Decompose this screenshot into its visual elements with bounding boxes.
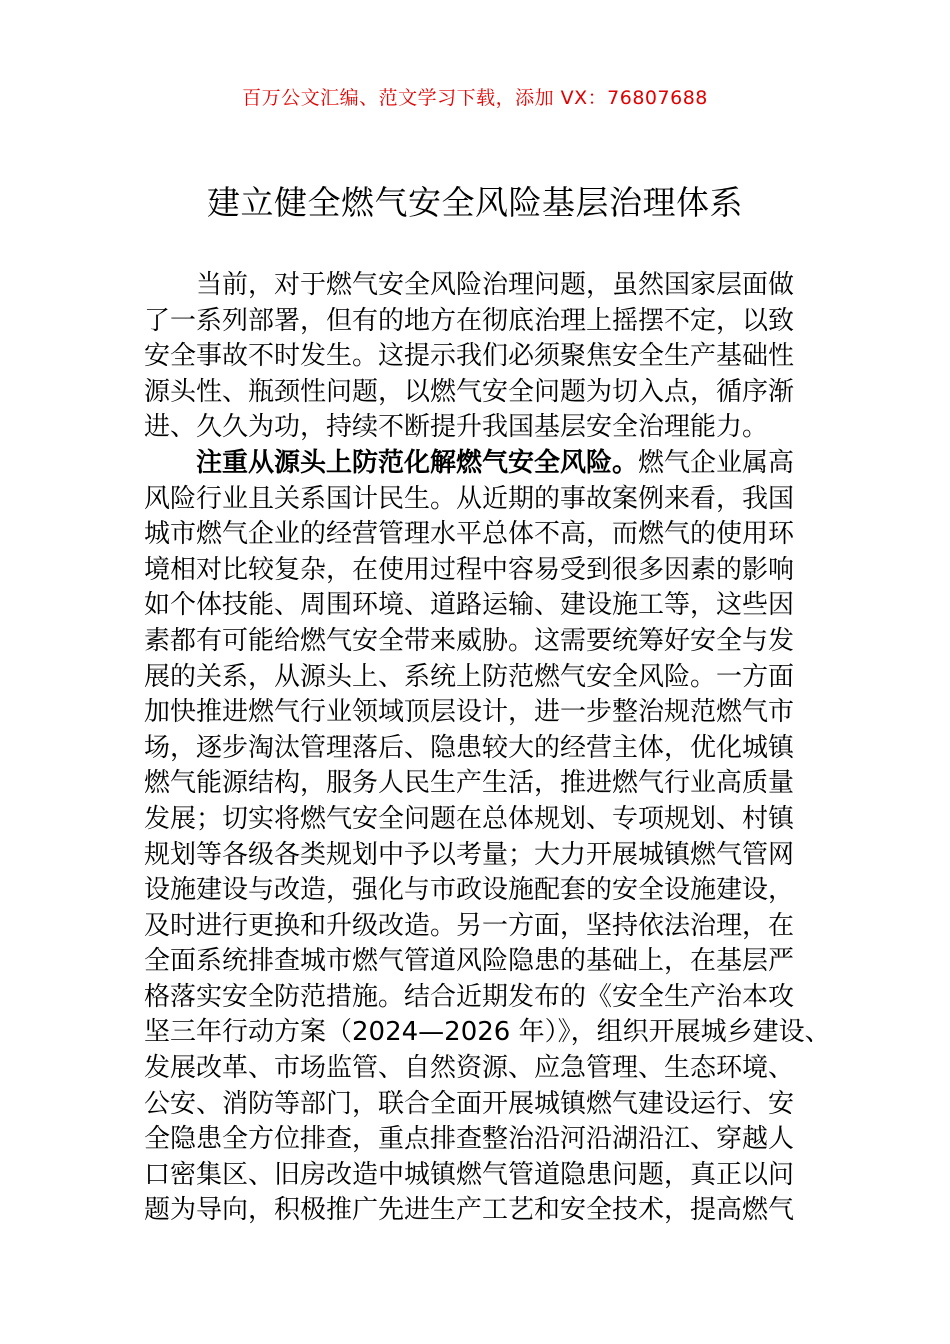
text-line: 全隐患全方位排查，重点排查整治沿河沿湖沿江、穿越人 xyxy=(144,1124,795,1155)
text-line: 发展改革、市场监管、自然资源、应急管理、生态环境、 xyxy=(144,1053,795,1084)
section-heading: 注重从源头上防范化解燃气安全风险。 xyxy=(196,447,639,478)
text-line: 如个体技能、周围环境、道路运输、建设施工等，这些因 xyxy=(144,590,795,621)
text-line: 风险行业且关系国计民生。从近期的事故案例来看，我国 xyxy=(144,483,795,514)
text-line: 境相对比较复杂，在使用过程中容易受到很多因素的影响 xyxy=(144,554,795,585)
text-line: 进、久久为功，持续不断提升我国基层安全治理能力。 xyxy=(144,412,769,443)
text-line: 及时进行更换和升级改造。另一方面，坚持依法治理，在 xyxy=(144,910,795,941)
text-line: 城市燃气企业的经营管理水平总体不高，而燃气的使用环 xyxy=(144,519,795,550)
text-line: 了一系列部署，但有的地方在彻底治理上摇摆不定，以致 xyxy=(144,305,795,336)
text-line: 题为导向，积极推广先进生产工艺和安全技术，提高燃气 xyxy=(144,1195,795,1226)
text-line: 全面系统排查城市燃气管道风险隐患的基础上，在基层严 xyxy=(144,946,795,977)
paragraph-intro xyxy=(144,268,834,446)
text-line: 展的关系，从源头上、系统上防范燃气安全风险。一方面 xyxy=(144,661,795,692)
section-lead-text: 燃气企业属高 xyxy=(638,447,795,478)
document-title: 建立健全燃气安全风险基层治理体系 xyxy=(207,183,743,222)
text-line: 加快推进燃气行业领域顶层设计，进一步整治规范燃气市 xyxy=(144,697,795,728)
text-line: 场，逐步淘汰管理落后、隐患较大的经营主体，优化城镇 xyxy=(144,732,795,763)
text-line: 当前，对于燃气安全风险治理问题，虽然国家层面做 xyxy=(196,270,795,300)
text-line: 规划等各级各类规划中予以考量；大力开展城镇燃气管网 xyxy=(144,839,795,870)
header-note: 百万公文汇编、范文学习下载，添加 VX：76807688 xyxy=(242,87,708,109)
text-line: 安全事故不时发生。这提示我们必须聚焦安全生产基础性 xyxy=(144,341,795,372)
document-body xyxy=(144,268,834,1229)
text-line: 素都有可能给燃气安全带来威胁。这需要统筹好安全与发 xyxy=(144,625,795,656)
text-line: 发展；切实将燃气安全问题在总体规划、专项规划、村镇 xyxy=(144,803,795,834)
text-line: 口密集区、旧房改造中城镇燃气管道隐患问题，真正以问 xyxy=(144,1159,795,1190)
text-line: 燃气能源结构，服务人民生产生活，推进燃气行业高质量 xyxy=(144,768,795,799)
paragraph-section-1 xyxy=(144,446,834,1229)
text-line: 设施建设与改造，强化与市政设施配套的安全设施建设， xyxy=(144,875,795,906)
text-line: 坚三年行动方案（2024—2026 年）》，组织开展城乡建设、 xyxy=(144,1017,831,1048)
text-line: 格落实安全防范措施。结合近期发布的《安全生产治本攻 xyxy=(144,981,795,1012)
text-line xyxy=(144,446,834,482)
text-line: 公安、消防等部门，联合全面开展城镇燃气建设运行、安 xyxy=(144,1088,795,1119)
text-line: 源头性、瓶颈性问题，以燃气安全问题为切入点，循序渐 xyxy=(144,376,795,407)
